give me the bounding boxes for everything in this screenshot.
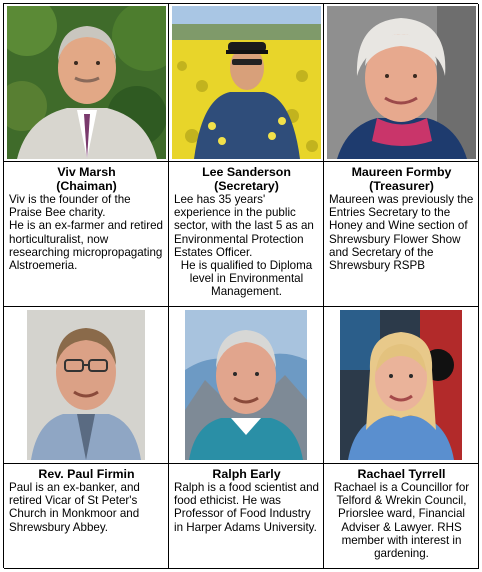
photo-cell-paul-firmin [4, 307, 169, 464]
member-bio: Maureen was previously the Entries Secretary to the Honey and Wine section of Shrewsbury Flower Show and Secretary of the Shrewsbury RSPB [329, 193, 474, 273]
member-name: Rev. Paul Firmin [38, 467, 135, 481]
member-bio: Lee has 35 years' experience in the public sector, with the last 5 as an Environmental Protection Estates Officer. [174, 193, 314, 259]
photo-paul-firmin [27, 310, 145, 460]
member-bio: Rachael is a Councillor for Telford & Wrekin Council, Priorslee ward, Financial Adviser & Lawyer. RHS member with interest in gardening. [333, 481, 470, 561]
member-name: Lee Sanderson [202, 165, 291, 179]
member-bio: He is qualified to Diploma level in Environmental Management. [180, 259, 313, 299]
photo-viv-marsh [7, 6, 166, 159]
member-role: (Secretary) [214, 179, 279, 193]
photo-cell-maureen-formby [324, 4, 479, 162]
photo-ralph-early [185, 310, 307, 460]
photo-cell-viv-marsh [4, 4, 169, 162]
member-role: (Chaiman) [56, 179, 117, 193]
member-role: (Treasurer) [369, 179, 434, 193]
member-bio: Viv is the founder of the Praise Bee charity. [9, 193, 131, 220]
committee-table [3, 3, 478, 568]
member-bio: Paul is an ex-banker, and retired Vicar of St Peter's Church in Monkmoor and Shrewsbury Abbey. [9, 481, 140, 534]
member-card-ralph-early [169, 464, 324, 569]
photo-rachael-tyrrell [340, 310, 462, 460]
photo-lee-sanderson [172, 6, 321, 159]
member-bio: He is an ex-farmer and retired horticulturalist, now researching micropropagating Alstroemeria. [9, 219, 164, 273]
photo-cell-lee-sanderson [169, 4, 324, 162]
member-card-paul-firmin [4, 464, 169, 569]
member-name: Maureen Formby [351, 165, 452, 179]
member-bio: Ralph is a food scientist and food ethicist. He was Professor of Food Industry in Harper Adams University. [174, 481, 320, 534]
member-name: Ralph Early [212, 467, 281, 481]
member-card-maureen-formby [324, 162, 479, 307]
photo-cell-rachael-tyrrell [324, 307, 479, 464]
photo-cell-ralph-early [169, 307, 324, 464]
member-card-viv-marsh [4, 162, 169, 307]
member-name: Rachael Tyrrell [357, 467, 446, 481]
member-card-lee-sanderson [169, 162, 324, 307]
member-card-rachael-tyrrell [324, 464, 479, 569]
photo-maureen-formby [327, 6, 476, 159]
member-name: Viv Marsh [57, 165, 116, 179]
